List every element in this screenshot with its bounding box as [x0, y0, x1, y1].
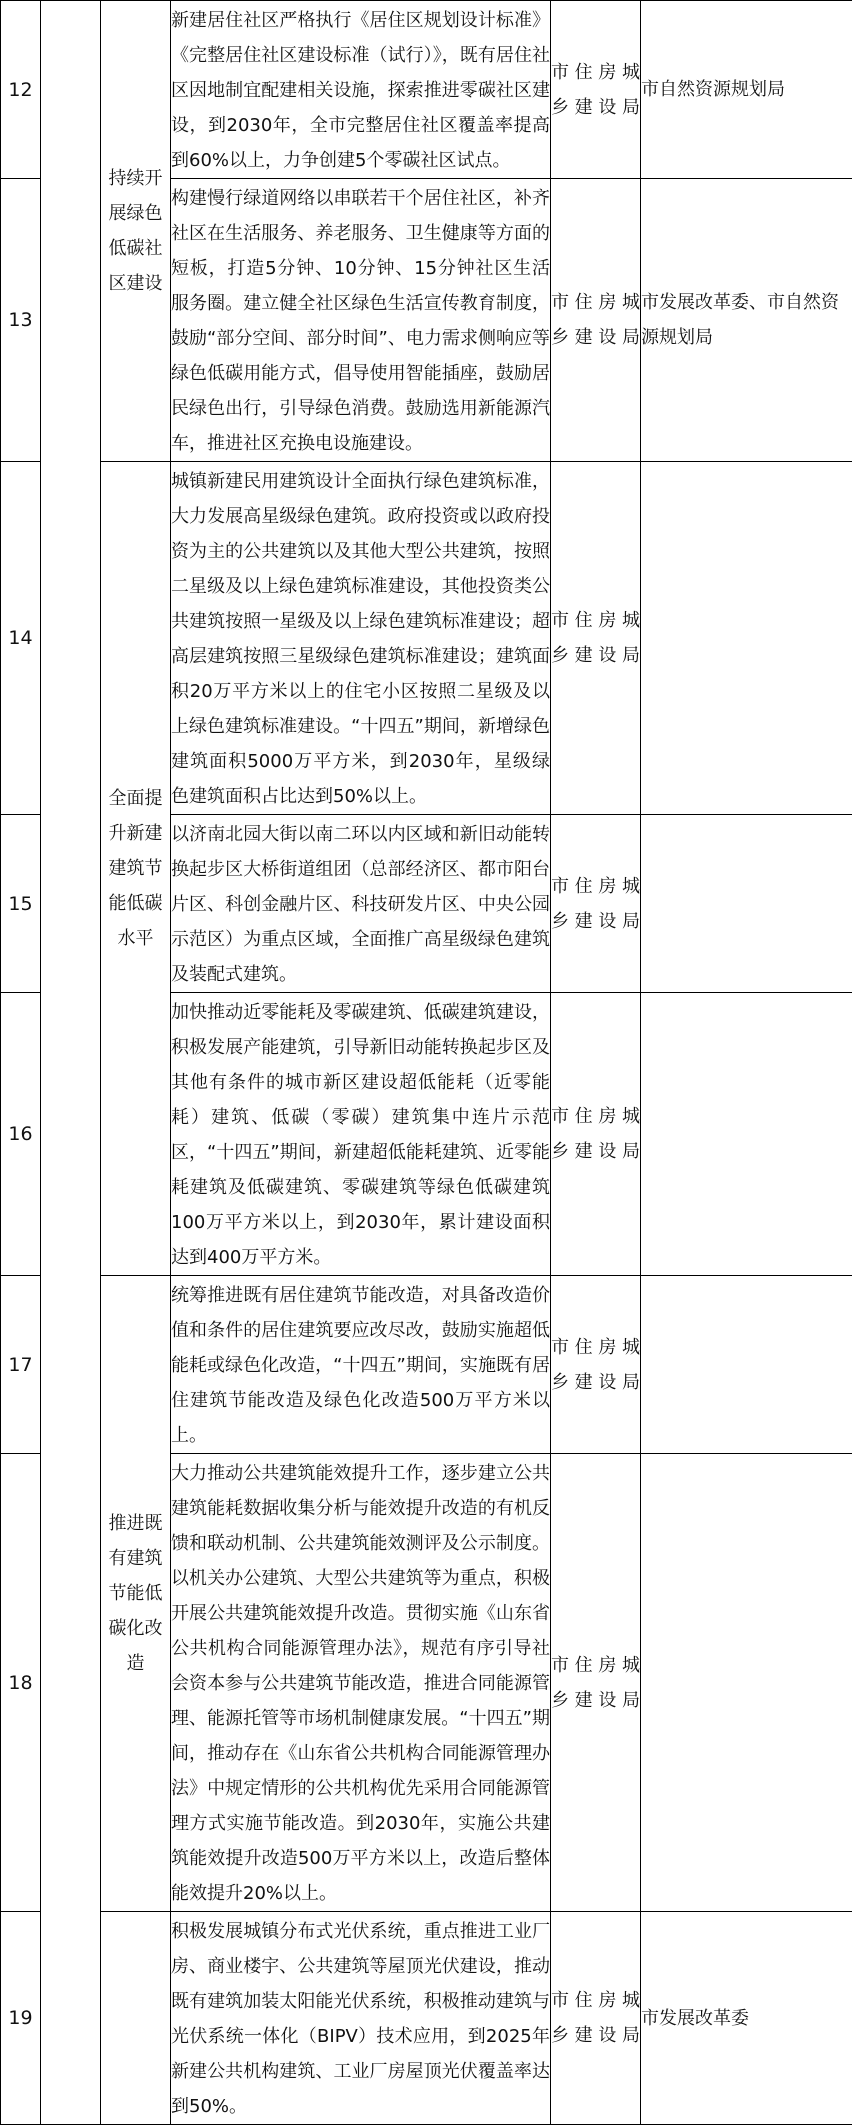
task-cell [171, 993, 551, 1276]
task-cell [171, 1276, 551, 1454]
task-text: 统筹推进既有居住建筑节能改造，对具备改造价值和条件的居住建筑要应改尽改，鼓励实施超低能耗或绿色化改造，“十四五”期间，实施既有居住建筑节能改造及绿色化改造500万平方米以上。 [171, 1276, 550, 1453]
table-row [1, 462, 852, 815]
task-text: 城镇新建民用建筑设计全面执行绿色建筑标准，大力发展高星级绿色建筑。政府投资或以政府投资为主的公共建筑以及其他大型公共建筑，按照二星级及以上绿色建筑标准建设，其他投资类公共建筑按照一星级及以上绿色建筑标准建设；超高层建筑按照三星级绿色建筑标准建设；建筑面积20万平方米以上的住宅小区按照二星级及以上绿色建筑标准建设。“十四五”期间，新增绿色建筑面积5000万平方米，到2030年，星级绿色建筑面积占比达到50%以上。 [171, 462, 550, 814]
lead-unit-cell: 市住房城乡建设局 [551, 1276, 641, 1454]
coop-unit-cell: 市发展改革委 [641, 1912, 852, 2125]
table-row [1, 1276, 852, 1454]
category-cell: 推进既有建筑节能低碳化改造 [101, 1276, 171, 1912]
row-number: 14 [1, 462, 41, 815]
coop-unit-cell [641, 462, 852, 815]
task-cell [171, 1, 551, 179]
task-text: 新建居住社区严格执行《居住区规划设计标准》《完整居住社区建设标准（试行）》，既有居住社区因地制宜配建相关设施，探索推进零碳社区建设，到2030年，全市完整居住社区覆盖率提高到60%以上，力争创建5个零碳社区试点。 [171, 1, 550, 178]
coop-unit-cell [641, 1454, 852, 1912]
lead-unit-cell: 市住房城乡建设局 [551, 179, 641, 462]
category-cell: 全面提升新建建筑节能低碳水平 [101, 462, 171, 1276]
task-text: 大力推动公共建筑能效提升工作，逐步建立公共建筑能耗数据收集分析与能效提升改造的有机反馈和联动机制、公共建筑能效测评及公示制度。以机关办公建筑、大型公共建筑等为重点，积极开展公共建筑能效提升改造。贯彻实施《山东省公共机构合同能源管理办法》，规范有序引导社会资本参与公共建筑节能改造，推进合同能源管理、能源托管等市场机制健康发展。“十四五”期间，推动存在《山东省公共机构合同能源管理办法》中规定情形的公共机构优先采用合同能源管理方式实施节能改造。到2030年，实施公共建筑能效提升改造500万平方米以上，改造后整体能效提升20%以上。 [171, 1454, 550, 1911]
row-number: 12 [1, 1, 41, 179]
lead-unit-cell: 市住房城乡建设局 [551, 1912, 641, 2125]
task-text: 加快推动近零能耗及零碳建筑、低碳建筑建设，积极发展产能建筑，引导新旧动能转换起步区及其他有条件的城市新区建设超低能耗（近零能耗）建筑、低碳（零碳）建筑集中连片示范区，“十四五”期间，新建超低能耗建筑、近零能耗建筑及低碳建筑、零碳建筑等绿色低碳建筑100万平方米以上，到2030年，累计建设面积达到400万平方米。 [171, 993, 550, 1275]
row-number: 19 [1, 1912, 41, 2125]
coop-unit-cell [641, 993, 852, 1276]
lead-unit-cell: 市住房城乡建设局 [551, 993, 641, 1276]
lead-unit-cell: 市住房城乡建设局 [551, 815, 641, 993]
row-number: 16 [1, 993, 41, 1276]
task-cell [171, 179, 551, 462]
lead-unit-cell: 市住房城乡建设局 [551, 1, 641, 179]
row-number: 15 [1, 815, 41, 993]
coop-unit-cell [641, 1276, 852, 1454]
row-number: 13 [1, 179, 41, 462]
row-number: 17 [1, 1276, 41, 1454]
task-text: 构建慢行绿道网络以串联若干个居住社区，补齐社区在生活服务、养老服务、卫生健康等方面的短板，打造5分钟、10分钟、15分钟社区生活服务圈。建立健全社区绿色生活宣传教育制度，鼓励“部分空间、部分时间”、电力需求侧响应等绿色低碳用能方式，倡导使用智能插座，鼓励居民绿色出行，引导绿色消费。鼓励选用新能源汽车，推进社区充换电设施建设。 [171, 179, 550, 461]
lead-unit-cell: 市住房城乡建设局 [551, 462, 641, 815]
task-text: 以济南北园大街以南二环以内区域和新旧动能转换起步区大桥街道组团（总部经济区、都市阳台片区、科创金融片区、科技研发片区、中央公园示范区）为重点区域，全面推广高星级绿色建筑及装配式建筑。 [171, 815, 550, 992]
coop-unit-cell [641, 815, 852, 993]
task-cell [171, 462, 551, 815]
task-text: 积极发展城镇分布式光伏系统，重点推进工业厂房、商业楼宇、公共建筑等屋顶光伏建设，推动既有建筑加装太阳能光伏系统，积极推动建筑与光伏系统一体化（BIPV）技术应用，到2025年新建公共机构建筑、工业厂房屋顶光伏覆盖率达到50%。 [171, 1912, 550, 2124]
blank-column [41, 1, 101, 2125]
coop-unit-cell: 市发展改革委、市自然资源规划局 [641, 179, 852, 462]
table-row [1, 1, 852, 179]
task-cell [171, 815, 551, 993]
category-cell-empty [101, 1912, 171, 2125]
category-cell: 持续开展绿色低碳社区建设 [101, 1, 171, 462]
task-cell [171, 1912, 551, 2125]
coop-unit-cell: 市自然资源规划局 [641, 1, 852, 179]
table-row [1, 1912, 852, 2125]
lead-unit-cell: 市住房城乡建设局 [551, 1454, 641, 1912]
row-number: 18 [1, 1454, 41, 1912]
task-cell [171, 1454, 551, 1912]
